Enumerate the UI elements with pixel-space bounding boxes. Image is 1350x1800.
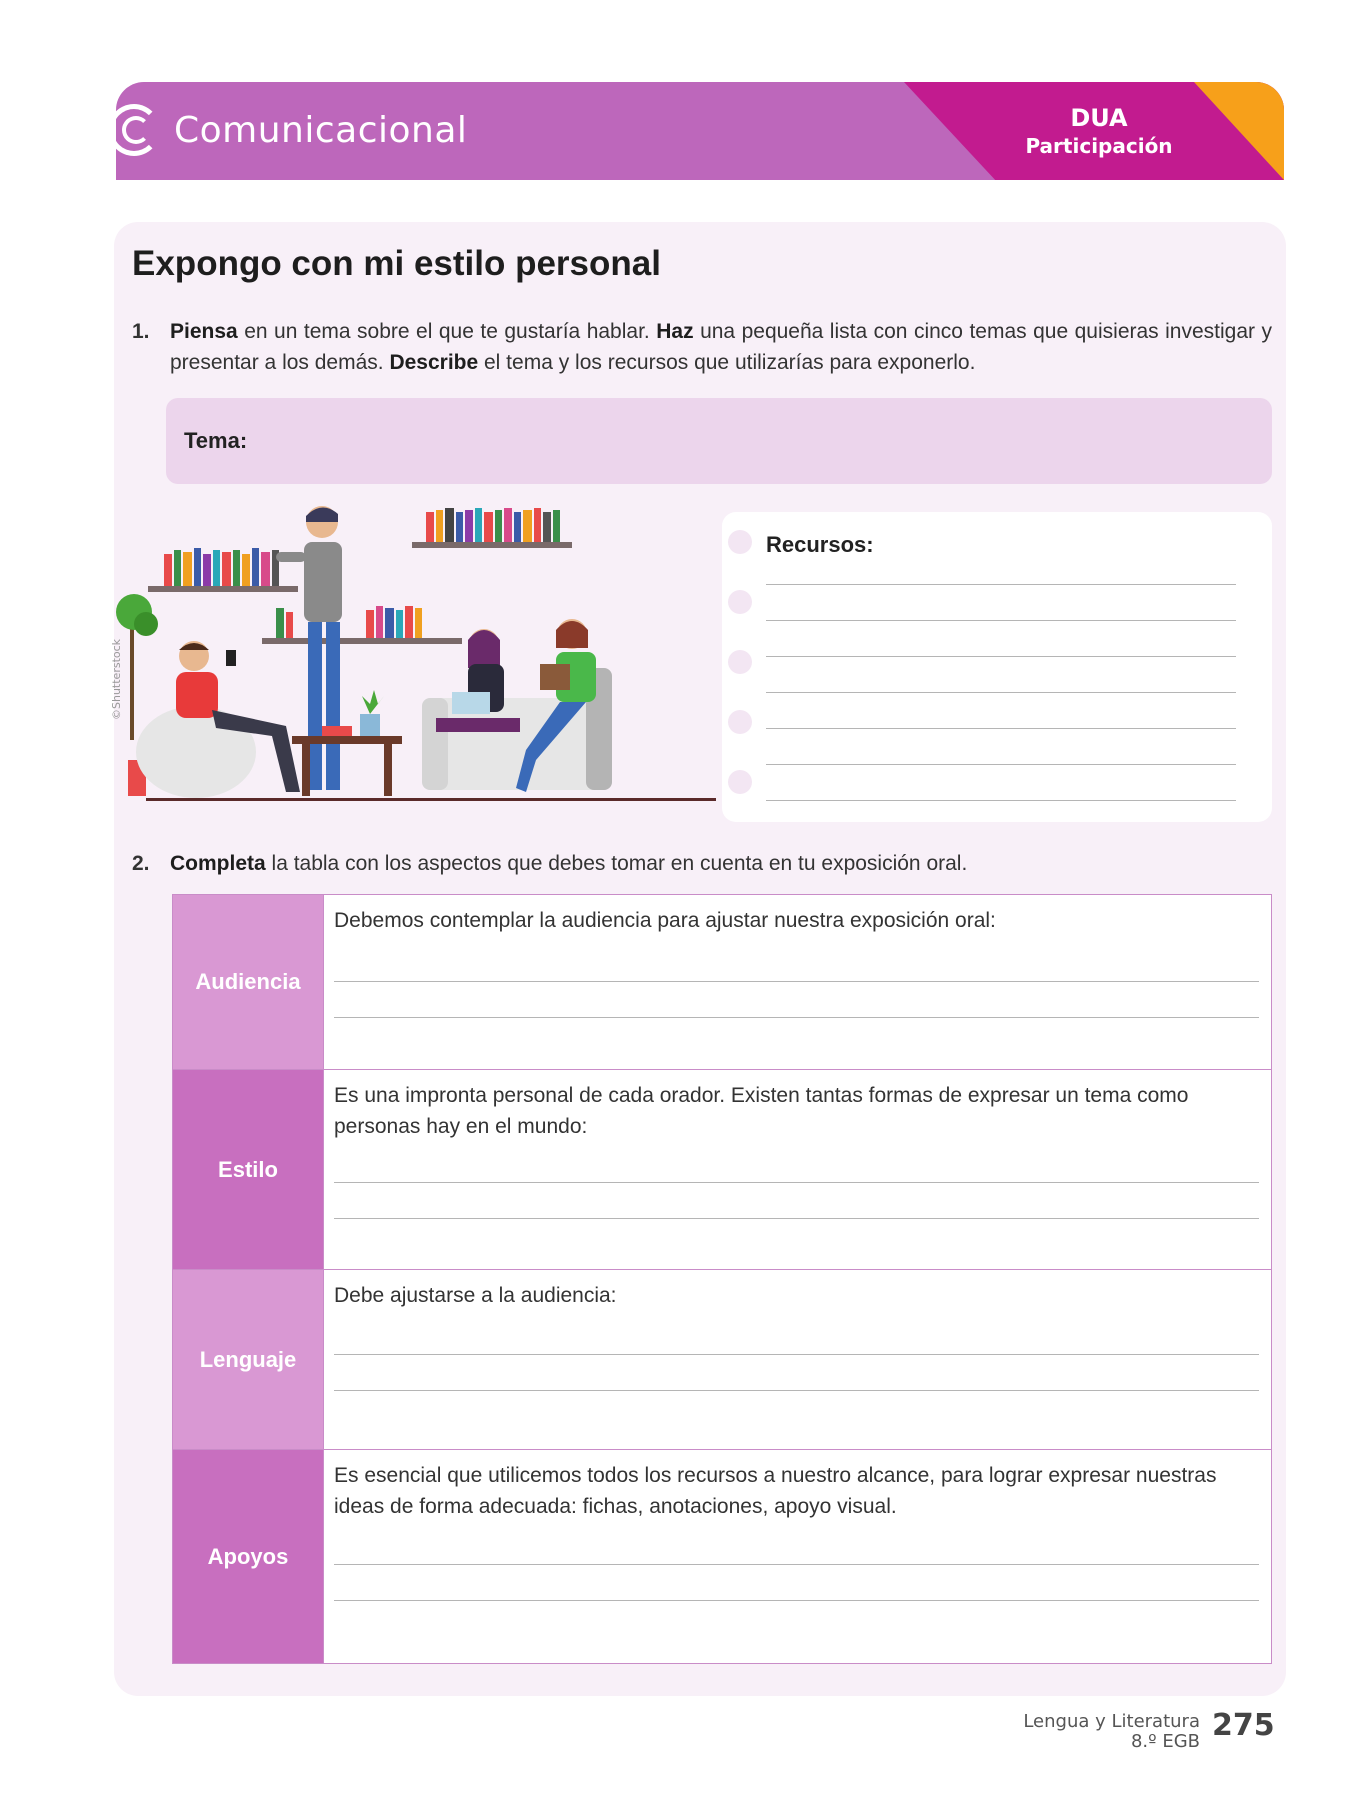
section-banner [116,82,1284,180]
books-left [164,548,279,586]
instruction-text [170,848,1272,879]
text-segment: la tabla con los aspectos que debes tomar en cuenta en tu exposición oral. [265,852,968,875]
text-segment: el tema y los recursos que utilizarías para exponerlo. [478,351,976,374]
answer-line[interactable] [334,981,1259,982]
banner-title: Comunicacional [174,110,468,151]
row-body [323,1070,1271,1269]
table-row-estilo [173,1069,1271,1269]
recursos-answer-line[interactable] [766,656,1236,657]
dua-label [1024,104,1174,158]
verb-describe: Describe [389,351,479,374]
page-footer [1023,1712,1200,1752]
instruction-1 [132,316,1272,378]
row-header: Estilo [173,1070,323,1269]
footer-subject: Lengua y Literatura [1023,1711,1200,1732]
tema-label: Tema: [184,428,248,453]
instruction-number: 1. [132,320,150,343]
table-row-lenguaje [173,1269,1271,1449]
instruction-number: 2. [132,852,150,875]
bullet-icon [728,770,752,794]
page-title: Expongo con mi estilo personal [132,244,661,283]
table-row-audiencia [173,895,1271,1069]
page-number: 275 [1212,1708,1275,1743]
row-prompt: Es una impronta personal de cada orador. Existen tantas formas de expresar un tema como personas hay en el mundo: [334,1084,1189,1138]
row-header: Audiencia [173,895,323,1069]
row-header: Lenguaje [173,1270,323,1449]
c-logo-inner-icon [122,116,150,144]
text-segment: en un tema sobre el que te gustaría hablar. [237,320,657,343]
row-body [323,1270,1271,1449]
verb-haz: Haz [656,320,694,343]
table-row-apoyos [173,1449,1271,1663]
instruction-text [170,316,1272,378]
recursos-answer-line[interactable] [766,620,1236,621]
footer-grade: 8.º EGB [1130,1731,1200,1752]
recursos-answer-line[interactable] [766,584,1236,585]
row-prompt: Es esencial que utilicemos todos los recursos a nuestro alcance, para lograr expresar nuestras ideas de forma adecuada: fichas, anotaciones, apoyo visual. [334,1464,1217,1518]
books-middle [276,606,422,638]
bullet-icon [728,710,752,734]
instruction-2 [132,848,1272,879]
verb-piensa: Piensa [170,320,238,343]
recursos-label: Recursos: [766,532,874,557]
image-credit: ©Shutterstock [110,638,123,720]
answer-line[interactable] [334,1390,1259,1391]
answer-line[interactable] [334,1564,1259,1565]
answer-line[interactable] [334,1218,1259,1219]
recursos-answer-line[interactable] [766,800,1236,801]
recursos-answer-line[interactable] [766,728,1236,729]
books-top [426,508,560,542]
recursos-answer-line[interactable] [766,764,1236,765]
boy-on-beanbag [136,641,300,798]
exposition-aspects-table [172,894,1272,1664]
recursos-answer-line[interactable] [766,692,1236,693]
dua-subtitle: Participación [1025,134,1173,158]
row-header: Apoyos [173,1450,323,1663]
students-library-illustration [116,500,722,810]
text-segment: una pequeña lista con cinco temas que quisieras investigar y presentar a los demás. [170,320,1272,374]
tema-answer-field[interactable] [166,398,1272,484]
row-body [323,1450,1271,1663]
bullet-icon [728,590,752,614]
row-body [323,895,1271,1069]
answer-line[interactable] [334,1354,1259,1355]
verb-completa: Completa [170,852,266,875]
bullet-icon [728,530,752,554]
row-prompt: Debe ajustarse a la audiencia: [334,1284,617,1307]
answer-line[interactable] [334,1017,1259,1018]
recursos-panel [722,512,1272,822]
row-prompt: Debemos contemplar la audiencia para ajustar nuestra exposición oral: [334,909,996,932]
dua-title: DUA [1070,104,1128,132]
bullet-icon [728,650,752,674]
answer-line[interactable] [334,1182,1259,1183]
answer-line[interactable] [334,1600,1259,1601]
